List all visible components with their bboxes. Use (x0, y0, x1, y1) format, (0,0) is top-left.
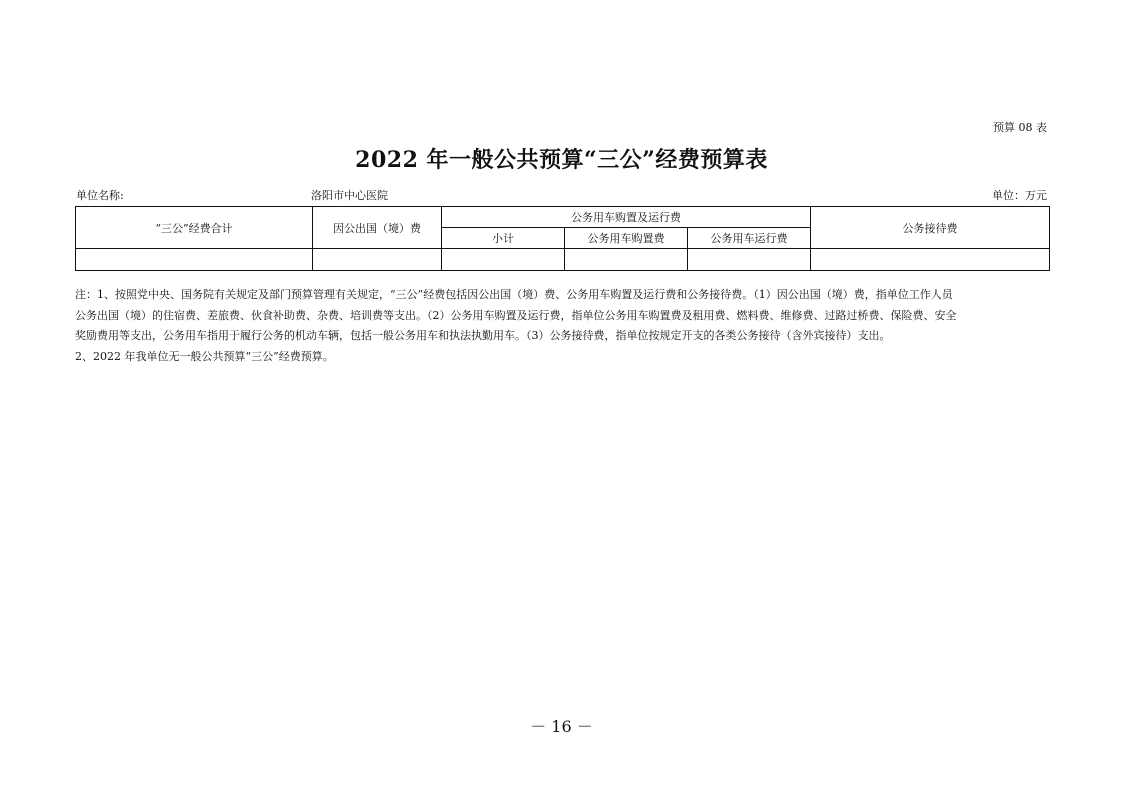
table-row (76, 249, 1050, 271)
table-cell (313, 249, 442, 271)
table-cell (565, 249, 688, 271)
header-vehicle-operation: 公务用车运行费 (688, 228, 811, 249)
header-vehicle-purchase: 公务用车购置费 (565, 228, 688, 249)
unit-name-value: 洛阳市中心医院 (311, 189, 388, 202)
header-total: “三公”经费合计 (76, 207, 313, 249)
table-cell (442, 249, 565, 271)
table-cell (811, 249, 1050, 271)
note-line: 奖励费用等支出，公务用车指用于履行公务的机动车辆，包括一般公务用车和执法执勤用车。（3）公务接待费，指单位按规定开支的各类公务接待（含外宾接待）支出。 (75, 329, 891, 342)
header-vehicle-subtotal: 小计 (442, 228, 565, 249)
page-title: 2022 年一般公共预算“三公”经费预算表 (355, 147, 768, 173)
header-abroad: 因公出国（境）费 (313, 207, 442, 249)
header-vehicle-group: 公务用车购置及运行费 (442, 207, 811, 228)
notes (75, 285, 1050, 367)
table-number: 预算 08 表 (993, 121, 1047, 134)
budget-table (75, 206, 1050, 271)
table-header-row (76, 207, 1050, 228)
table-cell (688, 249, 811, 271)
note-line: 公务出国（境）的住宿费、差旅费、伙食补助费、杂费、培训费等支出。（2）公务用车购置及运行费，指单位公务用车购置费及租用费、燃料费、维修费、过路过桥费、保险费、安全 (75, 308, 957, 322)
note-line: 2、2022 年我单位无一般公共预算“三公”经费预算。 (75, 349, 334, 363)
page-number: － 16 － (530, 717, 593, 736)
table-cell (76, 249, 313, 271)
currency-unit: 单位：万元 (992, 189, 1047, 202)
note-line: 注：1、按照党中央、国务院有关规定及部门预算管理有关规定，“三公”经费包括因公出国（境）费、公务用车购置及运行费和公务接待费。（1）因公出国（境）费，指单位工作人员 (75, 288, 953, 301)
header-reception: 公务接待费 (811, 207, 1050, 249)
unit-name-label: 单位名称: (76, 189, 124, 202)
